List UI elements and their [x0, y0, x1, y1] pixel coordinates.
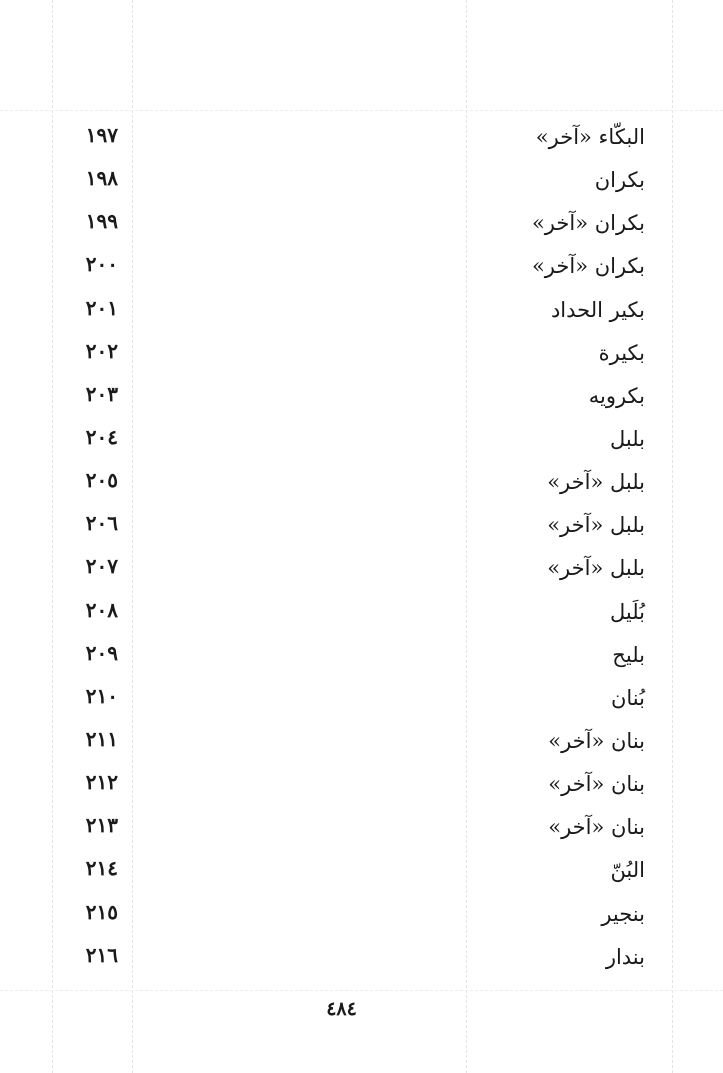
entry-number: ١٩٩	[85, 209, 118, 234]
entry-number: ٢١٥	[85, 899, 118, 924]
entry-name: البكّاء «آخر»	[535, 125, 645, 149]
entry-name: بكير الحداد	[550, 297, 645, 322]
list-item	[0, 808, 723, 851]
page-number: ٤٨٤	[326, 998, 357, 1020]
entry-number: ٢٠٦	[85, 511, 118, 536]
entry-name: بلبل «آخر»	[547, 513, 645, 538]
entry-name: بكران	[594, 168, 645, 193]
entry-number: ٢١٣	[85, 813, 118, 838]
entry-name: بندار	[605, 944, 645, 969]
entry-name: بكيرة	[598, 340, 645, 365]
entry-number: ٢١٦	[85, 942, 118, 967]
entry-number: ٢١٠	[85, 683, 118, 708]
list-item	[0, 463, 723, 506]
entry-number: ٢٠٢	[85, 338, 118, 363]
entry-name: بنجير	[601, 901, 645, 926]
entry-name: بنان «آخر»	[548, 772, 645, 797]
entry-name: بنان «آخر»	[548, 815, 645, 840]
entry-number: ٢٠٣	[85, 381, 118, 406]
list-item	[0, 938, 723, 981]
entry-number: ٢٠٨	[85, 597, 118, 622]
list-item	[0, 549, 723, 592]
entry-name: بنان «آخر»	[548, 728, 645, 753]
entry-name: بلبل «آخر»	[547, 556, 645, 581]
entry-number: ٢٠٤	[85, 424, 118, 449]
entry-number: ٢٠١	[85, 295, 118, 320]
list-item	[0, 204, 723, 247]
entry-number: ١٩٧	[85, 123, 118, 147]
list-item	[0, 722, 723, 765]
entry-name: بُنان	[610, 685, 645, 710]
list-item	[0, 765, 723, 808]
index-list	[0, 118, 723, 981]
entry-name: بليح	[612, 642, 645, 667]
page-guide-line	[0, 110, 723, 111]
entry-name: بُلَيل	[609, 599, 645, 624]
list-item	[0, 377, 723, 420]
list-item	[0, 593, 723, 636]
entry-number: ٢١٤	[85, 856, 118, 881]
entry-number: ١٩٨	[85, 166, 118, 191]
entry-name: بلبل	[609, 426, 645, 451]
entry-number: ٢١١	[85, 726, 118, 751]
list-item	[0, 247, 723, 290]
list-item	[0, 851, 723, 894]
entry-number: ٢١٢	[85, 770, 118, 795]
list-item	[0, 679, 723, 722]
list-item	[0, 506, 723, 549]
entry-number: ٢٠٠	[85, 252, 118, 277]
list-item	[0, 334, 723, 377]
entry-name: بلبل «آخر»	[547, 470, 645, 495]
list-item	[0, 161, 723, 204]
list-item	[0, 895, 723, 938]
entry-number: ٢٠٥	[85, 468, 118, 493]
entry-name: بكران «آخر»	[531, 254, 645, 279]
page-guide-line	[0, 990, 723, 991]
entry-number: ٢٠٧	[85, 554, 118, 579]
entry-name: بكرويه	[588, 383, 645, 408]
entry-number: ٢٠٩	[85, 640, 118, 665]
list-item	[0, 118, 723, 161]
list-item	[0, 636, 723, 679]
entry-name: بكران «آخر»	[531, 211, 645, 236]
list-item	[0, 291, 723, 334]
entry-name: البُنّ	[610, 858, 645, 883]
list-item	[0, 420, 723, 463]
